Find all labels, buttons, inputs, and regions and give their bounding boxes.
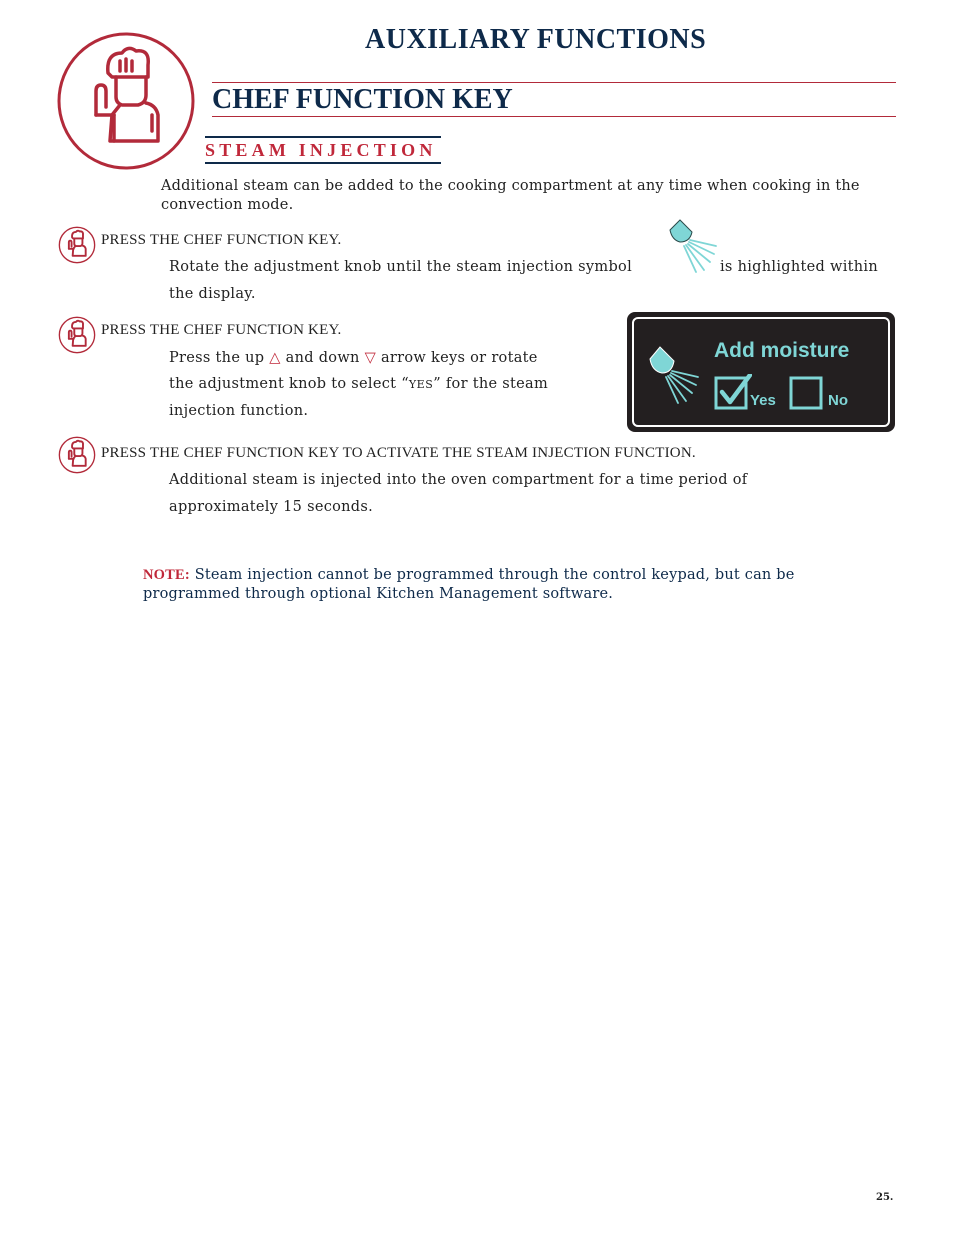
step-1-heading: PRESS THE CHEF FUNCTION KEY. bbox=[101, 232, 342, 248]
steam-injection-icon bbox=[666, 218, 720, 274]
up-arrow-icon: △ bbox=[269, 350, 281, 366]
step-2-line-1 bbox=[169, 345, 538, 372]
step-2-text-a: Press the up bbox=[169, 350, 265, 366]
intro-paragraph: Additional steam can be added to the cooking compartment at any time when cooking in the convection mode. bbox=[161, 178, 860, 213]
step-1-chef-icon bbox=[58, 226, 96, 264]
control-display-panel bbox=[627, 312, 895, 432]
yes-checkbox[interactable] bbox=[714, 374, 752, 410]
step-2-line-3: injection function. bbox=[169, 403, 309, 419]
step-2-text-c: arrow keys or rotate bbox=[380, 350, 538, 366]
down-arrow-icon: ▽ bbox=[364, 350, 377, 366]
step-2-line-2 bbox=[169, 371, 548, 398]
no-checkbox[interactable] bbox=[789, 374, 827, 410]
step-2-text-e: ” for the steam bbox=[433, 376, 549, 392]
step-2-text-d: the adjustment knob to select “ bbox=[169, 376, 409, 392]
chef-logo-icon bbox=[56, 31, 196, 171]
yes-label: Yes bbox=[750, 392, 776, 409]
step-2-chef-icon bbox=[58, 316, 96, 354]
note-paragraph bbox=[143, 566, 795, 604]
step-1-line-2: the display. bbox=[169, 286, 256, 302]
title-rule-top bbox=[212, 82, 896, 83]
step-1-line-1b: is highlighted within bbox=[720, 259, 878, 275]
display-inner-border bbox=[632, 317, 890, 427]
page-number: 25. bbox=[876, 1192, 894, 1203]
step-3-line-1: Additional steam is injected into the oven compartment for a time period of bbox=[169, 472, 748, 488]
page-subtitle: CHEF FUNCTION KEY bbox=[212, 84, 513, 115]
step-2-heading: PRESS THE CHEF FUNCTION KEY. bbox=[101, 322, 342, 338]
title-rule-bottom bbox=[212, 116, 896, 117]
step-3-heading: PRESS THE CHEF FUNCTION KEY TO ACTIVATE THE STEAM INJECTION FUNCTION. bbox=[101, 445, 696, 461]
step-3-line-2: approximately 15 seconds. bbox=[169, 499, 374, 515]
note-text: Steam injection cannot be programmed through the control keypad, but can be programmed through optional Kitchen Management software. bbox=[143, 567, 795, 602]
note-label: NOTE: bbox=[143, 567, 190, 583]
display-steam-icon bbox=[646, 345, 700, 405]
no-label: No bbox=[828, 392, 848, 409]
step-3-chef-icon bbox=[58, 436, 96, 474]
step-1-line-1a: Rotate the adjustment knob until the steam injection symbol bbox=[169, 259, 633, 275]
display-title: Add moisture bbox=[714, 339, 850, 362]
section-heading: STEAM INJECTION bbox=[205, 136, 441, 164]
page-title: AUXILIARY FUNCTIONS bbox=[365, 24, 707, 55]
step-2-yes-word: YES bbox=[408, 378, 434, 391]
step-2-text-b: and down bbox=[285, 350, 360, 366]
